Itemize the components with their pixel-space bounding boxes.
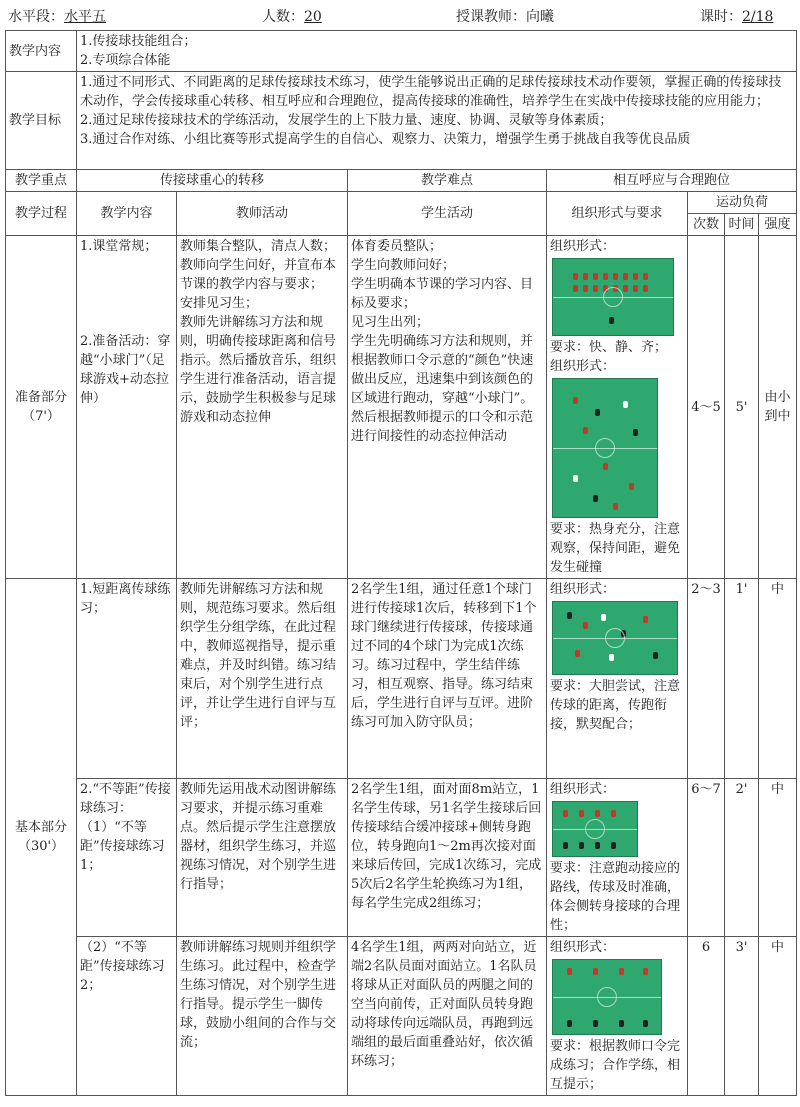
player-marker — [613, 285, 618, 292]
player-marker — [643, 1020, 648, 1027]
basic-content-item: （2）“不等距”传接球练习2； — [80, 940, 165, 993]
difficulty-value: 相互呼应与合理跑位 — [547, 170, 797, 192]
org-requirement: 要求：大胆尝试，注意传球的距离，传跑衔接，默契配合； — [550, 679, 681, 732]
basic-teacher-2: 教师先运用战术动图讲解练习要求，并提示练习重难点。然后提示学生注意摆放器材，组织学生练习，并巡视练习情况，对个别学生进行指导； — [177, 779, 348, 937]
content-item: 2.专项综合体能 — [80, 53, 171, 68]
prep-student-item: 体育委员整队； — [351, 239, 443, 254]
objectives-label: 教学目标 — [6, 72, 77, 170]
player-marker — [573, 285, 578, 292]
basic-content-item: 2.“不等距”传接球练习： — [80, 782, 171, 816]
lesson-plan-table — [5, 30, 797, 1096]
basic-intensity-3: 中 — [759, 937, 797, 1096]
player-marker — [643, 285, 648, 292]
formation-diagram-gates — [552, 378, 658, 518]
basic-times-3: 6 — [688, 937, 725, 1096]
formation-diagram-pass-1 — [552, 801, 638, 857]
prep-duration: 5' — [725, 236, 759, 579]
org-requirement: 要求：快、静、齐； — [550, 340, 668, 355]
prep-content-item: 1.课堂常规； — [80, 239, 158, 254]
player-marker — [603, 463, 608, 470]
player-marker — [593, 273, 598, 280]
teacher-info — [456, 6, 554, 26]
player-marker — [573, 273, 578, 280]
player-marker — [643, 616, 648, 623]
player-marker — [575, 650, 580, 657]
basic-section — [6, 579, 77, 1096]
player-marker — [583, 427, 588, 434]
org-requirement: 要求：根据教师口令完成练习；合作学练，相互提示； — [550, 1039, 681, 1092]
player-marker — [567, 612, 572, 619]
prep-teacher-item: 教师向学生问好，并宣布本节课的教学内容与要求； — [180, 258, 337, 292]
prep-section-time: （7'） — [22, 409, 60, 424]
difficulty-label: 教学难点 — [348, 170, 547, 192]
player-marker — [593, 285, 598, 292]
player-marker — [619, 968, 624, 975]
org-label: 组织形式： — [550, 940, 616, 955]
prep-row — [6, 236, 797, 579]
key-label: 教学重点 — [6, 170, 77, 192]
count-info — [262, 6, 322, 26]
lesson-info — [700, 6, 773, 26]
basic-row-3 — [6, 937, 797, 1096]
prep-student-item: 学生向教师问好； — [351, 258, 456, 273]
basic-teacher-1: 教师先讲解练习方法和规则，规范练习要求。然后组织学生分组学练，在此过程中，教师巡视指导，提示重难点，并及时纠错。练习结束后，对个别学生进行点评，并让学生进行自评与互评； — [177, 579, 348, 779]
player-marker — [595, 842, 600, 849]
count-label: 人数： — [262, 9, 304, 25]
basic-student-1: 2名学生1组，通过任意1个球门进行传接球1次后，转移到下1个球门继续进行传接球，传接球通过不同的4个球门为完成1次练习。练习过程中，学生结伴练习，相互观察、指导。练习结束后，学生进行自评与互评。进阶练习可加入防守队员； — [348, 579, 547, 779]
spacer — [80, 256, 173, 332]
basic-content-2 — [77, 779, 177, 937]
basic-content-3 — [77, 937, 177, 1096]
player-marker — [593, 1020, 598, 1027]
col-load: 运动负荷 — [688, 192, 797, 214]
key-value: 传接球重心的转移 — [77, 170, 348, 192]
player-marker — [633, 273, 638, 280]
player-marker — [593, 495, 598, 502]
player-marker — [573, 397, 578, 404]
objectives-row — [6, 72, 797, 170]
col-process: 教学过程 — [6, 192, 77, 236]
basic-student-3: 4名学生1组，两两对向站立，近端2名队员面对面站立。1名队员将球从正对面队员的两腿之间的空当向前传，正对面队员转身跑动将球传向远端队员，再跑到远端组的最后面重叠站好，依次循环练习； — [348, 937, 547, 1096]
basic-duration-3: 3' — [725, 937, 759, 1096]
basic-row-2 — [6, 779, 797, 937]
prep-student-item: 见习生出列； — [351, 315, 430, 330]
col-student: 学生活动 — [348, 192, 547, 236]
col-duration: 时间 — [725, 214, 759, 236]
prep-organization — [547, 236, 688, 579]
lesson-header — [0, 0, 800, 30]
basic-organization-1 — [547, 579, 688, 779]
level-label: 水平段： — [8, 9, 64, 25]
org-label: 组织形式： — [550, 782, 616, 797]
player-marker — [567, 1020, 572, 1027]
objectives-value — [77, 72, 797, 170]
basic-organization-2 — [547, 779, 688, 937]
player-marker — [633, 429, 638, 436]
basic-section-title: 基本部分 — [14, 820, 67, 835]
basic-intensity-1: 中 — [759, 579, 797, 779]
lesson-value: 2/18 — [742, 9, 774, 25]
cone-marker — [623, 401, 628, 408]
col-teacher: 教师活动 — [177, 192, 348, 236]
player-marker — [583, 273, 588, 280]
column-header-row — [6, 192, 797, 214]
focus-row — [6, 170, 797, 192]
player-marker — [619, 1020, 624, 1027]
basic-section-time: （30'） — [17, 839, 65, 854]
player-marker — [621, 630, 626, 637]
prep-section — [6, 236, 77, 579]
formation-diagram-pass-2 — [552, 959, 662, 1035]
prep-content — [77, 236, 177, 579]
objective-item: 2.通过足球传接球技术的学练活动，发展学生的上下肢力量、速度、协调、灵敏等身体素质； — [80, 113, 613, 128]
player-marker — [603, 285, 608, 292]
basic-times-2: 6～7 — [688, 779, 725, 937]
cone-marker — [601, 614, 606, 621]
objective-item: 3.通过合作对练、小组比赛等形式提高学生的自信心、观察力、决策力，增强学生勇于挑战自我等优良品质 — [80, 132, 691, 147]
teacher-value: 向曦 — [526, 9, 554, 25]
player-marker — [595, 409, 600, 416]
level-value: 水平五 — [64, 9, 106, 25]
player-marker — [579, 842, 584, 849]
count-value: 20 — [304, 9, 322, 25]
content-label: 教学内容 — [6, 31, 77, 72]
player-marker — [629, 483, 634, 490]
prep-section-title: 准备部分 — [14, 390, 67, 405]
formation-diagram-short-pass — [552, 601, 678, 675]
col-times: 次数 — [688, 214, 725, 236]
content-row — [6, 31, 797, 72]
prep-teacher-item: 教师先讲解练习方法和规则，明确传接球距离和信号指示。然后播放音乐，组织学生进行准备活动，语言提示，鼓励学生积极参与足球游戏和动态拉伸 — [180, 315, 337, 425]
basic-content-1 — [77, 579, 177, 779]
player-marker — [583, 285, 588, 292]
org-label: 组织形式： — [550, 359, 616, 374]
prep-intensity: 由小到中 — [759, 236, 797, 579]
player-marker — [643, 273, 648, 280]
teacher-label: 授课教师： — [456, 9, 526, 25]
col-organization: 组织形式与要求 — [547, 192, 688, 236]
player-marker — [623, 285, 628, 292]
lesson-label: 课时： — [700, 9, 742, 25]
player-marker — [623, 273, 628, 280]
formation-diagram-lineup — [552, 258, 674, 336]
cone-marker — [573, 475, 578, 482]
prep-teacher-item: 安排见习生； — [180, 296, 259, 311]
teacher-marker — [609, 317, 614, 324]
content-item: 1.传接球技能组合； — [80, 34, 197, 49]
basic-content-item: 1.短距离传球练习； — [80, 582, 171, 616]
player-marker — [633, 285, 638, 292]
prep-student-item: 学生明确本节课的学习内容、目标及要求； — [351, 277, 534, 311]
objective-item: 1.通过不同形式、不同距离的足球传接球技术练习，使学生能够说出正确的足球传接球技术动作要领，掌握正确的传接球技术动作，学会传接球重心转移、相互呼应和合理跑位，提高传接球的准确性，培养学生在实战中传接球技能的应用能力； — [80, 75, 782, 109]
col-intensity: 强度 — [759, 214, 797, 236]
player-marker — [613, 503, 618, 510]
player-marker — [579, 810, 584, 817]
prep-content-item: 2.准备活动：穿越“小球门”（足球游戏+动态拉伸） — [80, 334, 171, 406]
org-label: 组织形式： — [550, 582, 616, 597]
org-requirement: 要求：热身充分，注意观察，保持间距，避免发生碰撞 — [550, 522, 681, 575]
basic-intensity-2: 中 — [759, 779, 797, 937]
org-label: 组织形式： — [550, 239, 616, 254]
player-marker — [583, 622, 588, 629]
col-content: 教学内容 — [77, 192, 177, 236]
player-marker — [593, 968, 598, 975]
basic-row-1 — [6, 579, 797, 779]
basic-content-item: （1）“不等距”传接球练习1； — [80, 820, 165, 873]
player-marker — [563, 842, 568, 849]
player-marker — [595, 810, 600, 817]
level-info — [8, 6, 106, 26]
player-marker — [603, 273, 608, 280]
player-marker — [653, 652, 658, 659]
basic-teacher-3: 教师讲解练习规则并组织学生练习。此过程中，检查学生练习情况，对个别学生进行指导。提示学生一脚传球，鼓励小组间的合作与交流； — [177, 937, 348, 1096]
basic-organization-3 — [547, 937, 688, 1096]
player-marker — [643, 968, 648, 975]
prep-teacher — [177, 236, 348, 579]
basic-duration-2: 2' — [725, 779, 759, 937]
cone-marker — [609, 654, 614, 661]
player-marker — [611, 842, 616, 849]
player-marker — [613, 273, 618, 280]
prep-student — [348, 236, 547, 579]
basic-times-1: 2～3 — [688, 579, 725, 779]
player-marker — [567, 968, 572, 975]
prep-teacher-item: 教师集合整队，清点人数； — [180, 239, 337, 254]
basic-student-2: 2名学生1组，面对面8m站立，1名学生传球，另1名学生接球后回传接球结合缓冲接球+侧转身跑位，转身跑向1～2m再次接对面来球后传回，完成1次练习，完成5次后2名学生轮换练习为1组，每名学生完成2组练习； — [348, 779, 547, 937]
player-marker — [563, 810, 568, 817]
basic-duration-1: 1' — [725, 579, 759, 779]
prep-times: 4～5 — [688, 236, 725, 579]
prep-student-item: 学生先明确练习方法和规则，并根据教师口令示意的“颜色”快速做出反应，迅速集中到该颜色的区域进行跑动，穿越“小球门”。然后根据教师提示的口令和示范进行间接性的动态拉伸活动 — [351, 334, 534, 444]
player-marker — [611, 810, 616, 817]
content-value — [77, 31, 797, 72]
org-requirement: 要求：注意跑动接应的路线，传球及时准确，体会侧转身接球的合理性； — [550, 861, 681, 933]
